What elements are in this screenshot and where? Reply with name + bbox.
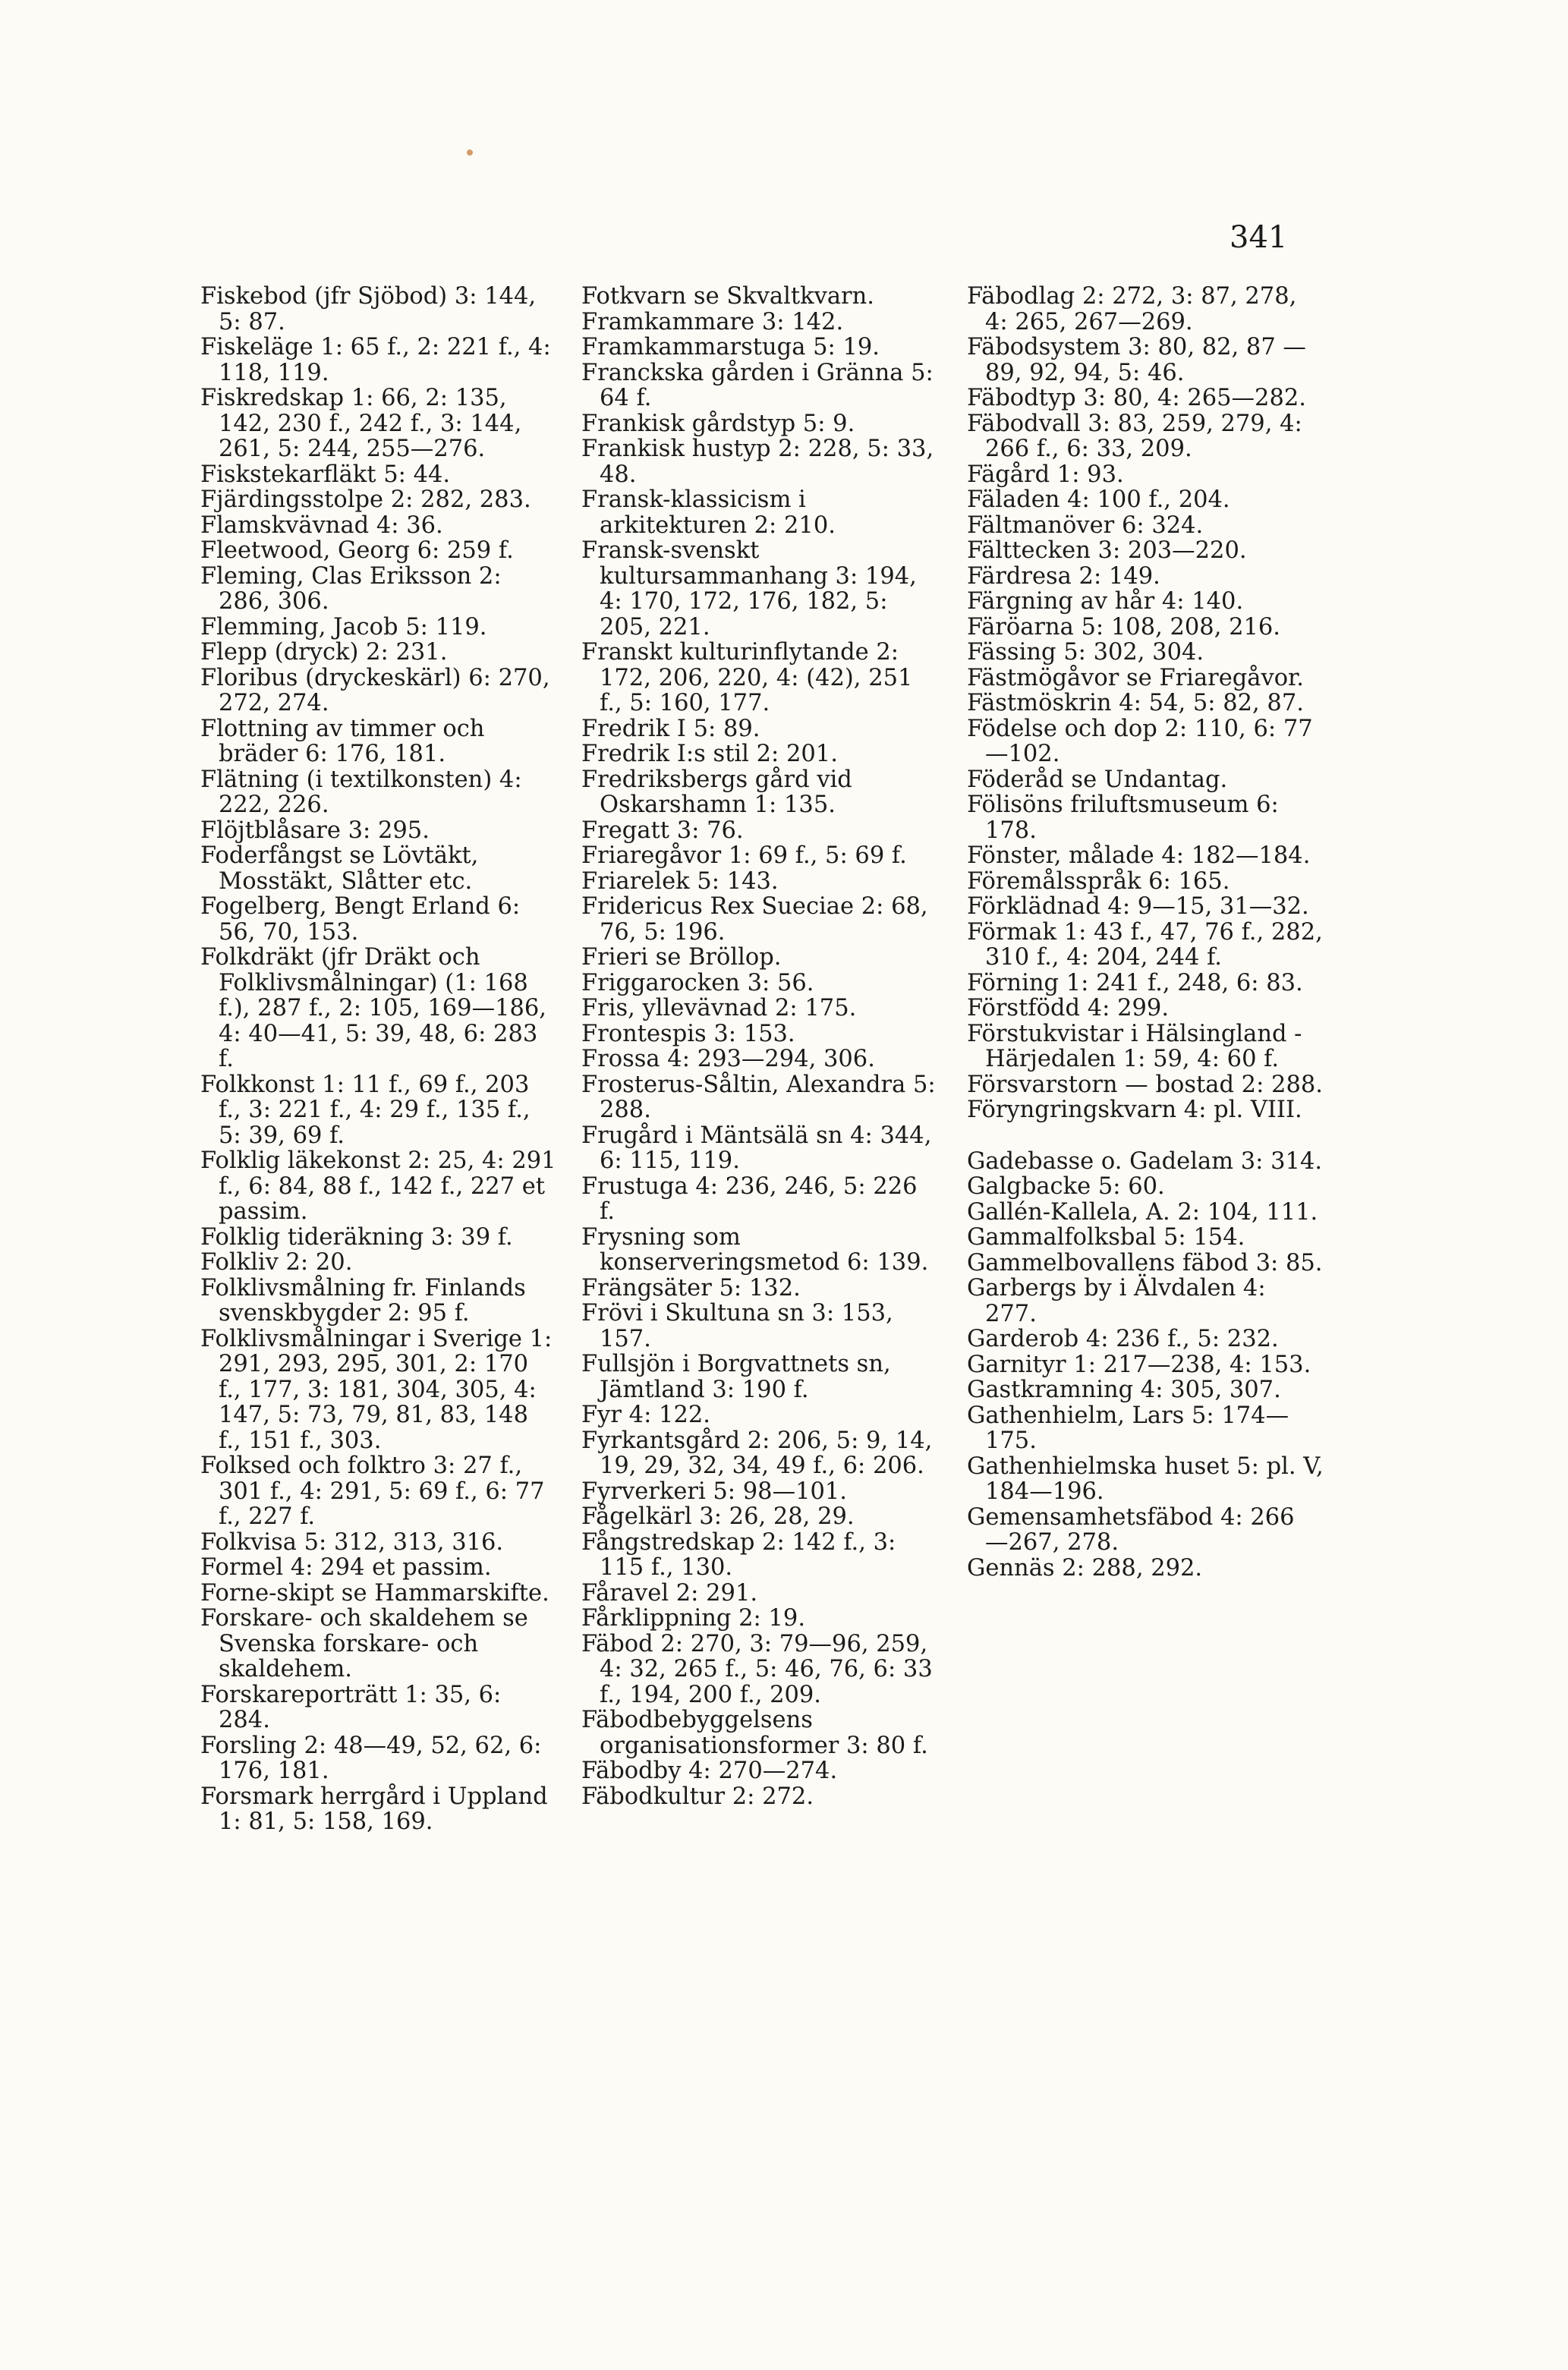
index-entry: Fiskredskap 1: 66, 2: 135, 142, 230 f., 242 f., 3: 144, 261, 5: 244, 255—276. [200, 385, 522, 462]
index-entry: Förstukvistar i Hälsingland -Härjedalen 1: 59, 4: 60 f. [967, 1020, 1302, 1072]
index-entry: Fäbodtyp 3: 80, 4: 265—282. [967, 385, 1306, 411]
index-entry: Gammelbovallens fäbod 3: 85. [967, 1249, 1323, 1276]
index-entry: Fältmanöver 6: 324. [967, 511, 1204, 539]
index-entry: Garderob 4: 236 f., 5: 232. [967, 1326, 1279, 1352]
index-entry: Folkkonst 1: 11 f., 69 f., 203 f., 3: 221 f., 4: 29 f., 135 f., 5: 39, 69 f. [200, 1071, 531, 1149]
index-entry: Frövi i Skultuna sn 3: 153, 157. [581, 1300, 893, 1352]
index-entry: Frosterus-Såltin, Alexandra 5: 288. [581, 1071, 936, 1123]
index-entry: Fästmöskrin 4: 54, 5: 82, 87. [967, 690, 1304, 716]
index-entry: Gallén-Kallela, A. 2: 104, 111. [967, 1198, 1318, 1226]
index-entry: Fönster, målade 4: 182—184. [967, 842, 1311, 869]
index-entry: Fäbodvall 3: 83, 259, 279, 4: 266 f., 6: 33, 209. [967, 410, 1302, 462]
index-entry: Gemensamhetsfäbod 4: 266 —267, 278. [967, 1503, 1295, 1556]
index-entry: Fredrik I 5: 89. [581, 715, 760, 742]
index-entry: Folklig tideräkning 3: 39 f. [200, 1223, 513, 1251]
index-entry: Galgbacke 5: 60. [967, 1173, 1165, 1200]
index-entry: Färöarna 5: 108, 208, 216. [967, 613, 1281, 640]
index-column-3 [967, 284, 1324, 1581]
index-entry: Fleming, Clas Eriksson 2: 286, 306. [200, 562, 502, 615]
index-entry: Flätning (i textilkonsten) 4: 222, 226. [200, 766, 522, 818]
index-entry: Fälttecken 3: 203—220. [967, 537, 1247, 564]
index-entry: Fäbodlag 2: 272, 3: 87, 278, 4: 265, 267—269. [967, 283, 1297, 335]
index-entry: Fredriksbergs gård vid Oskarshamn 1: 135. [581, 766, 852, 818]
index-entry: Fyrverkeri 5: 98—101. [581, 1478, 847, 1505]
index-entry: Folklivsmålningar i Sverige 1: 291, 293, 295, 301, 2: 170 f., 177, 3: 181, 304, 305, 4: 147, 5: 73, 79, 81, 83, 148 f., 151 f., 303. [200, 1325, 553, 1454]
index-entry: Gathenhielmska huset 5: pl. V, 184—196. [967, 1453, 1324, 1505]
index-entry: Fiskebod (jfr Sjöbod) 3: 144, 5: 87. [200, 283, 537, 335]
index-column-2 [581, 284, 938, 1809]
index-entry: Fullsjön i Borgvattnets sn, Jämtland 3: 190 f. [581, 1351, 891, 1403]
index-entry: Franskt kulturinflytande 2: 172, 206, 220, 4: (42), 251 f., 5: 160, 177. [581, 639, 913, 716]
index-column-1 [200, 284, 557, 1835]
index-entry: Forsmark herrgård i Uppland 1: 81, 5: 158, 169. [200, 1783, 548, 1835]
index-entry: Födelse och dop 2: 110, 6: 77—102. [967, 715, 1313, 767]
index-entry: Fäbodkultur 2: 272. [581, 1783, 814, 1810]
index-entry: Flöjtblåsare 3: 295. [200, 817, 430, 844]
index-entry: Förning 1: 241 f., 248, 6: 83. [967, 969, 1303, 996]
index-entry: Gennäs 2: 288, 292. [967, 1554, 1203, 1582]
index-entry: Floribus (dryckeskärl) 6: 270, 272, 274. [200, 664, 550, 716]
index-entry: Förklädnad 4: 9—15, 31—32. [967, 893, 1309, 920]
index-entry: Friggarocken 3: 56. [581, 969, 814, 996]
index-entry: Framkammarstuga 5: 19. [581, 334, 880, 360]
index-entry: Fiskstekarfläkt 5: 44. [200, 461, 451, 488]
ink-dot [467, 150, 473, 156]
index-entry: Frankisk gårdstyp 5: 9. [581, 410, 855, 437]
index-entry: Frossa 4: 293—294, 306. [581, 1046, 875, 1072]
index-entry: Föryngringskvarn 4: pl. VIII. [967, 1097, 1302, 1123]
index-entry: Fäbodsystem 3: 80, 82, 87 —89, 92, 94, 5: 46. [967, 334, 1306, 386]
index-entry: Friaregåvor 1: 69 f., 5: 69 f. [581, 842, 907, 869]
index-entry: Folksed och folktro 3: 27 f., 301 f., 4: 291, 5: 69 f., 6: 77 f., 227 f. [200, 1453, 545, 1530]
index-entry: Fiskeläge 1: 65 f., 2: 221 f., 4: 118, 119. [200, 334, 551, 386]
index-entry: Fäladen 4: 100 f., 204. [967, 486, 1230, 513]
page-number: 341 [1230, 220, 1288, 255]
index-entry: Flottning av timmer och bräder 6: 176, 181. [200, 715, 485, 767]
index-entry: Folkliv 2: 20. [200, 1249, 353, 1276]
index-entry: Flamskvävnad 4: 36. [200, 511, 443, 539]
index-entry: Garbergs by i Älvdalen 4: 277. [967, 1275, 1266, 1327]
index-entry: Folklivsmålning fr. Finlands svenskbygder 2: 95 f. [200, 1274, 526, 1327]
index-entry: Föremålsspråk 6: 165. [967, 867, 1230, 895]
index-entry: Färdresa 2: 149. [967, 562, 1160, 590]
index-entry: Friarelek 5: 143. [581, 867, 779, 895]
index-entry: Fäbodbebyggelsens organisationsformer 3: 80 f. [581, 1707, 928, 1759]
index-entry: Fässing 5: 302, 304. [967, 639, 1204, 666]
index-entry: Forne-skipt se Hammarskifte. [200, 1579, 549, 1607]
index-entry: Folklig läkekonst 2: 25, 4: 291 f., 6: 84, 88 f., 142 f., 227 et passim. [200, 1147, 556, 1225]
index-entry: Fågelkärl 3: 26, 28, 29. [581, 1503, 855, 1530]
index-entry: Frankisk hustyp 2: 228, 5: 33, 48. [581, 436, 934, 488]
index-entry: Flemming, Jacob 5: 119. [200, 613, 487, 640]
index-entry: Gathenhielm, Lars 5: 174—175. [967, 1402, 1289, 1454]
index-entry: Folkdräkt (jfr Dräkt och Folklivsmålningar) (1: 168 f.), 287 f., 2: 105, 169—186, 4: 40—41, 5: 39, 48, 6: 283 f. [200, 944, 546, 1072]
index-entry: Gammalfolksbal 5: 154. [967, 1224, 1245, 1251]
index-entry: Garnityr 1: 217—238, 4: 153. [967, 1351, 1311, 1378]
index-entry: Fransk-klassicism i arkitekturen 2: 210. [581, 486, 836, 539]
index-entry: Forskare- och skaldehem se Svenska forskare- och skaldehem. [200, 1605, 528, 1682]
index-entry: Fångstredskap 2: 142 f., 3: 115 f., 130. [581, 1528, 896, 1581]
index-entry: Frustuga 4: 236, 246, 5: 226 f. [581, 1172, 918, 1225]
index-entry: Foderfångst se Lövtäkt, Mosstäkt, Slåtter etc. [200, 842, 479, 895]
index-entry: Fåravel 2: 291. [581, 1579, 758, 1607]
index-entry: Fredrik I:s stil 2: 201. [581, 741, 838, 767]
index-entry: Frängsäter 5: 132. [581, 1274, 801, 1301]
index-entry: Förmak 1: 43 f., 47, 76 f., 282, 310 f., 4: 204, 244 f. [967, 918, 1323, 971]
index-entry: Fransk-svenskt kultursammanhang 3: 194, 4: 170, 172, 176, 182, 5: 205, 221. [581, 537, 917, 640]
index-entry: Fris, yllevävnad 2: 175. [581, 995, 857, 1021]
index-entry: Franckska gården i Gränna 5: 64 f. [581, 359, 934, 411]
index-entry: Fotkvarn se Skvaltkvarn. [581, 283, 874, 310]
index-entry: Frontespis 3: 153. [581, 1020, 795, 1047]
index-entry: Gastkramning 4: 305, 307. [967, 1377, 1281, 1403]
index-entry: Fägård 1: 93. [967, 461, 1124, 488]
index-entry: Fregatt 3: 76. [581, 817, 744, 844]
index-entry: Fogelberg, Bengt Erland 6: 56, 70, 153. [200, 893, 521, 946]
index-entry: Gadebasse o. Gadelam 3: 314. [967, 1147, 1323, 1175]
index-entry: Formel 4: 294 et passim. [200, 1554, 492, 1581]
index-entry: Fyrkantsgård 2: 206, 5: 9, 14, 19, 29, 32, 34, 49 f., 6: 206. [581, 1427, 933, 1479]
index-entry: Förstfödd 4: 299. [967, 995, 1170, 1021]
index-entry: Forskareporträtt 1: 35, 6: 284. [200, 1681, 502, 1733]
index-entry: Frysning som konserveringsmetod 6: 139. [581, 1223, 929, 1276]
index-entry: Fårklippning 2: 19. [581, 1605, 806, 1632]
index-entry: Fjärdingsstolpe 2: 282, 283. [200, 486, 531, 513]
index-entry: Fäbod 2: 270, 3: 79—96, 259, 4: 32, 265 f., 5: 46, 76, 6: 33 f., 194, 200 f., 209. [581, 1630, 933, 1708]
index-entry: Frugård i Mäntsälä sn 4: 344, 6: 115, 119. [581, 1122, 932, 1174]
index-entry: Folkvisa 5: 312, 313, 316. [200, 1528, 504, 1556]
index-entry: Frieri se Bröllop. [581, 944, 782, 971]
index-entry: Fyr 4: 122. [581, 1402, 710, 1428]
index-entry: Fölisöns friluftsmuseum 6: 178. [967, 792, 1279, 844]
index-entry: Flepp (dryck) 2: 231. [200, 639, 448, 666]
index-entry: Forsling 2: 48—49, 52, 62, 6: 176, 181. [200, 1732, 542, 1784]
index-entry: Försvarstorn — bostad 2: 288. [967, 1071, 1323, 1098]
index-entry: Fäbodby 4: 270—274. [581, 1758, 838, 1784]
index-entry: Framkammare 3: 142. [581, 308, 844, 335]
index-entry: Färgning av hår 4: 140. [967, 588, 1244, 615]
index-entry: Fästmögåvor se Friaregåvor. [967, 664, 1304, 691]
index-entry: Föderåd se Undantag. [967, 766, 1228, 793]
index-entry: Fridericus Rex Sueciae 2: 68, 76, 5: 196. [581, 893, 928, 946]
index-entry: Fleetwood, Georg 6: 259 f. [200, 537, 514, 564]
